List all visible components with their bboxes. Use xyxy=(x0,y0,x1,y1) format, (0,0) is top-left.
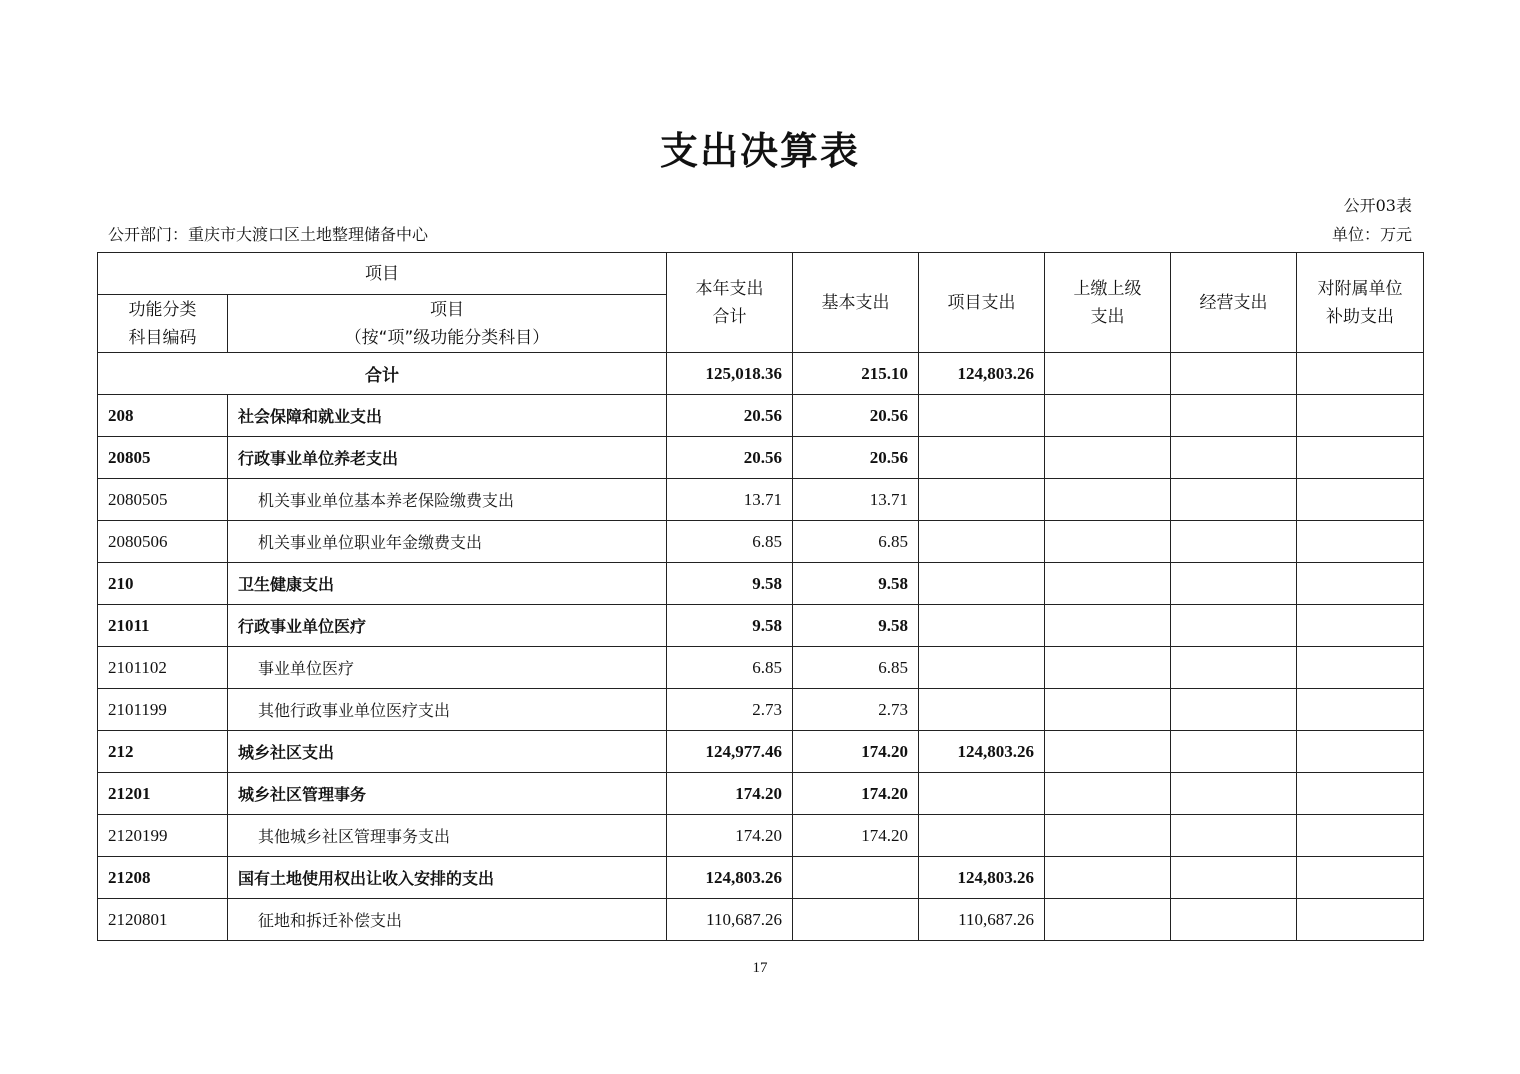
business-cell xyxy=(1171,437,1297,479)
subsidy-cell xyxy=(1297,605,1424,647)
table-row xyxy=(98,689,1424,731)
total-label: 合计 xyxy=(98,353,667,395)
total-cell: 6.85 xyxy=(667,647,793,689)
project-cell: 124,803.26 xyxy=(919,353,1045,395)
header-code: 功能分类 科目编码 xyxy=(98,295,228,353)
total-cell: 13.71 xyxy=(667,479,793,521)
project-cell xyxy=(919,563,1045,605)
business-cell xyxy=(1171,815,1297,857)
basic-cell: 2.73 xyxy=(793,689,919,731)
name-cell: 机关事业单位职业年金缴费支出 xyxy=(228,521,667,563)
business-cell xyxy=(1171,479,1297,521)
total-cell: 9.58 xyxy=(667,605,793,647)
table-row xyxy=(98,437,1424,479)
upper-cell xyxy=(1045,563,1171,605)
total-cell: 2.73 xyxy=(667,689,793,731)
subsidy-cell xyxy=(1297,689,1424,731)
basic-cell: 13.71 xyxy=(793,479,919,521)
project-cell: 110,687.26 xyxy=(919,899,1045,941)
table-row xyxy=(98,899,1424,941)
basic-cell: 9.58 xyxy=(793,563,919,605)
subsidy-cell xyxy=(1297,479,1424,521)
table-row xyxy=(98,563,1424,605)
business-cell xyxy=(1171,605,1297,647)
basic-cell: 174.20 xyxy=(793,815,919,857)
subsidy-cell xyxy=(1297,353,1424,395)
subsidy-cell xyxy=(1297,731,1424,773)
upper-cell xyxy=(1045,605,1171,647)
code-cell: 21208 xyxy=(98,857,228,899)
code-cell: 210 xyxy=(98,563,228,605)
upper-cell xyxy=(1045,521,1171,563)
name-cell: 城乡社区管理事务 xyxy=(228,773,667,815)
header-item: 项目 xyxy=(98,253,667,295)
total-cell: 9.58 xyxy=(667,563,793,605)
name-cell: 其他城乡社区管理事务支出 xyxy=(228,815,667,857)
table-row xyxy=(98,731,1424,773)
project-cell: 124,803.26 xyxy=(919,857,1045,899)
table-row xyxy=(98,647,1424,689)
business-cell xyxy=(1171,353,1297,395)
code-cell: 2080505 xyxy=(98,479,228,521)
page-title: 支出决算表 xyxy=(659,129,860,173)
header-upper: 上缴上级 支出 xyxy=(1045,253,1171,353)
name-cell: 城乡社区支出 xyxy=(228,731,667,773)
subsidy-cell xyxy=(1297,647,1424,689)
name-cell: 事业单位医疗 xyxy=(228,647,667,689)
basic-cell: 174.20 xyxy=(793,731,919,773)
name-cell: 卫生健康支出 xyxy=(228,563,667,605)
code-cell: 212 xyxy=(98,731,228,773)
total-cell: 110,687.26 xyxy=(667,899,793,941)
upper-cell xyxy=(1045,647,1171,689)
code-cell: 2120801 xyxy=(98,899,228,941)
table-row xyxy=(98,773,1424,815)
total-cell: 6.85 xyxy=(667,521,793,563)
upper-cell xyxy=(1045,731,1171,773)
project-cell xyxy=(919,689,1045,731)
upper-cell xyxy=(1045,899,1171,941)
subsidy-cell xyxy=(1297,563,1424,605)
upper-cell xyxy=(1045,815,1171,857)
form-number: 公开03表 xyxy=(1343,196,1412,215)
name-cell: 国有土地使用权出让收入安排的支出 xyxy=(228,857,667,899)
code-cell: 21201 xyxy=(98,773,228,815)
name-cell: 社会保障和就业支出 xyxy=(228,395,667,437)
basic-cell: 6.85 xyxy=(793,647,919,689)
code-cell: 21011 xyxy=(98,605,228,647)
business-cell xyxy=(1171,857,1297,899)
upper-cell xyxy=(1045,689,1171,731)
department-label: 公开部门：重庆市大渡口区土地整理储备中心 xyxy=(108,225,429,244)
business-cell xyxy=(1171,647,1297,689)
upper-cell xyxy=(1045,395,1171,437)
subsidy-cell xyxy=(1297,395,1424,437)
code-cell: 2101199 xyxy=(98,689,228,731)
basic-cell: 6.85 xyxy=(793,521,919,563)
basic-cell: 215.10 xyxy=(793,353,919,395)
total-cell: 174.20 xyxy=(667,815,793,857)
upper-cell xyxy=(1045,479,1171,521)
basic-cell: 174.20 xyxy=(793,773,919,815)
header-project: 项目支出 xyxy=(919,253,1045,353)
code-cell: 20805 xyxy=(98,437,228,479)
basic-cell: 9.58 xyxy=(793,605,919,647)
page-number: 17 xyxy=(752,960,768,976)
total-cell: 124,803.26 xyxy=(667,857,793,899)
subsidy-cell xyxy=(1297,815,1424,857)
name-cell: 行政事业单位养老支出 xyxy=(228,437,667,479)
total-row xyxy=(98,353,1424,395)
upper-cell xyxy=(1045,437,1171,479)
project-cell xyxy=(919,395,1045,437)
project-cell xyxy=(919,521,1045,563)
business-cell xyxy=(1171,899,1297,941)
project-cell xyxy=(919,437,1045,479)
business-cell xyxy=(1171,395,1297,437)
basic-cell: 20.56 xyxy=(793,395,919,437)
upper-cell xyxy=(1045,773,1171,815)
upper-cell xyxy=(1045,857,1171,899)
total-cell: 124,977.46 xyxy=(667,731,793,773)
project-cell xyxy=(919,605,1045,647)
business-cell xyxy=(1171,563,1297,605)
subsidy-cell xyxy=(1297,773,1424,815)
table-row xyxy=(98,815,1424,857)
table-row xyxy=(98,479,1424,521)
header-total: 本年支出 合计 xyxy=(667,253,793,353)
business-cell xyxy=(1171,521,1297,563)
header-name: 项目 （按“项”级功能分类科目） xyxy=(228,295,667,353)
basic-cell: 20.56 xyxy=(793,437,919,479)
expenditure-table xyxy=(97,252,1424,941)
subsidy-cell xyxy=(1297,899,1424,941)
subsidy-cell xyxy=(1297,857,1424,899)
header-subsidy: 对附属单位 补助支出 xyxy=(1297,253,1424,353)
total-cell: 20.56 xyxy=(667,395,793,437)
business-cell xyxy=(1171,773,1297,815)
code-cell: 2101102 xyxy=(98,647,228,689)
total-cell: 125,018.36 xyxy=(667,353,793,395)
basic-cell xyxy=(793,857,919,899)
header-business: 经营支出 xyxy=(1171,253,1297,353)
project-cell xyxy=(919,815,1045,857)
project-cell xyxy=(919,647,1045,689)
code-cell: 2080506 xyxy=(98,521,228,563)
table-row xyxy=(98,605,1424,647)
total-cell: 174.20 xyxy=(667,773,793,815)
project-cell xyxy=(919,773,1045,815)
unit-label: 单位：万元 xyxy=(1331,225,1412,244)
table-row xyxy=(98,521,1424,563)
project-cell xyxy=(919,479,1045,521)
code-cell: 208 xyxy=(98,395,228,437)
subsidy-cell xyxy=(1297,521,1424,563)
business-cell xyxy=(1171,689,1297,731)
name-cell: 行政事业单位医疗 xyxy=(228,605,667,647)
business-cell xyxy=(1171,731,1297,773)
total-cell: 20.56 xyxy=(667,437,793,479)
upper-cell xyxy=(1045,353,1171,395)
table-row xyxy=(98,857,1424,899)
table-row xyxy=(98,395,1424,437)
subsidy-cell xyxy=(1297,437,1424,479)
header-basic: 基本支出 xyxy=(793,253,919,353)
name-cell: 其他行政事业单位医疗支出 xyxy=(228,689,667,731)
basic-cell xyxy=(793,899,919,941)
code-cell: 2120199 xyxy=(98,815,228,857)
name-cell: 机关事业单位基本养老保险缴费支出 xyxy=(228,479,667,521)
project-cell: 124,803.26 xyxy=(919,731,1045,773)
name-cell: 征地和拆迁补偿支出 xyxy=(228,899,667,941)
